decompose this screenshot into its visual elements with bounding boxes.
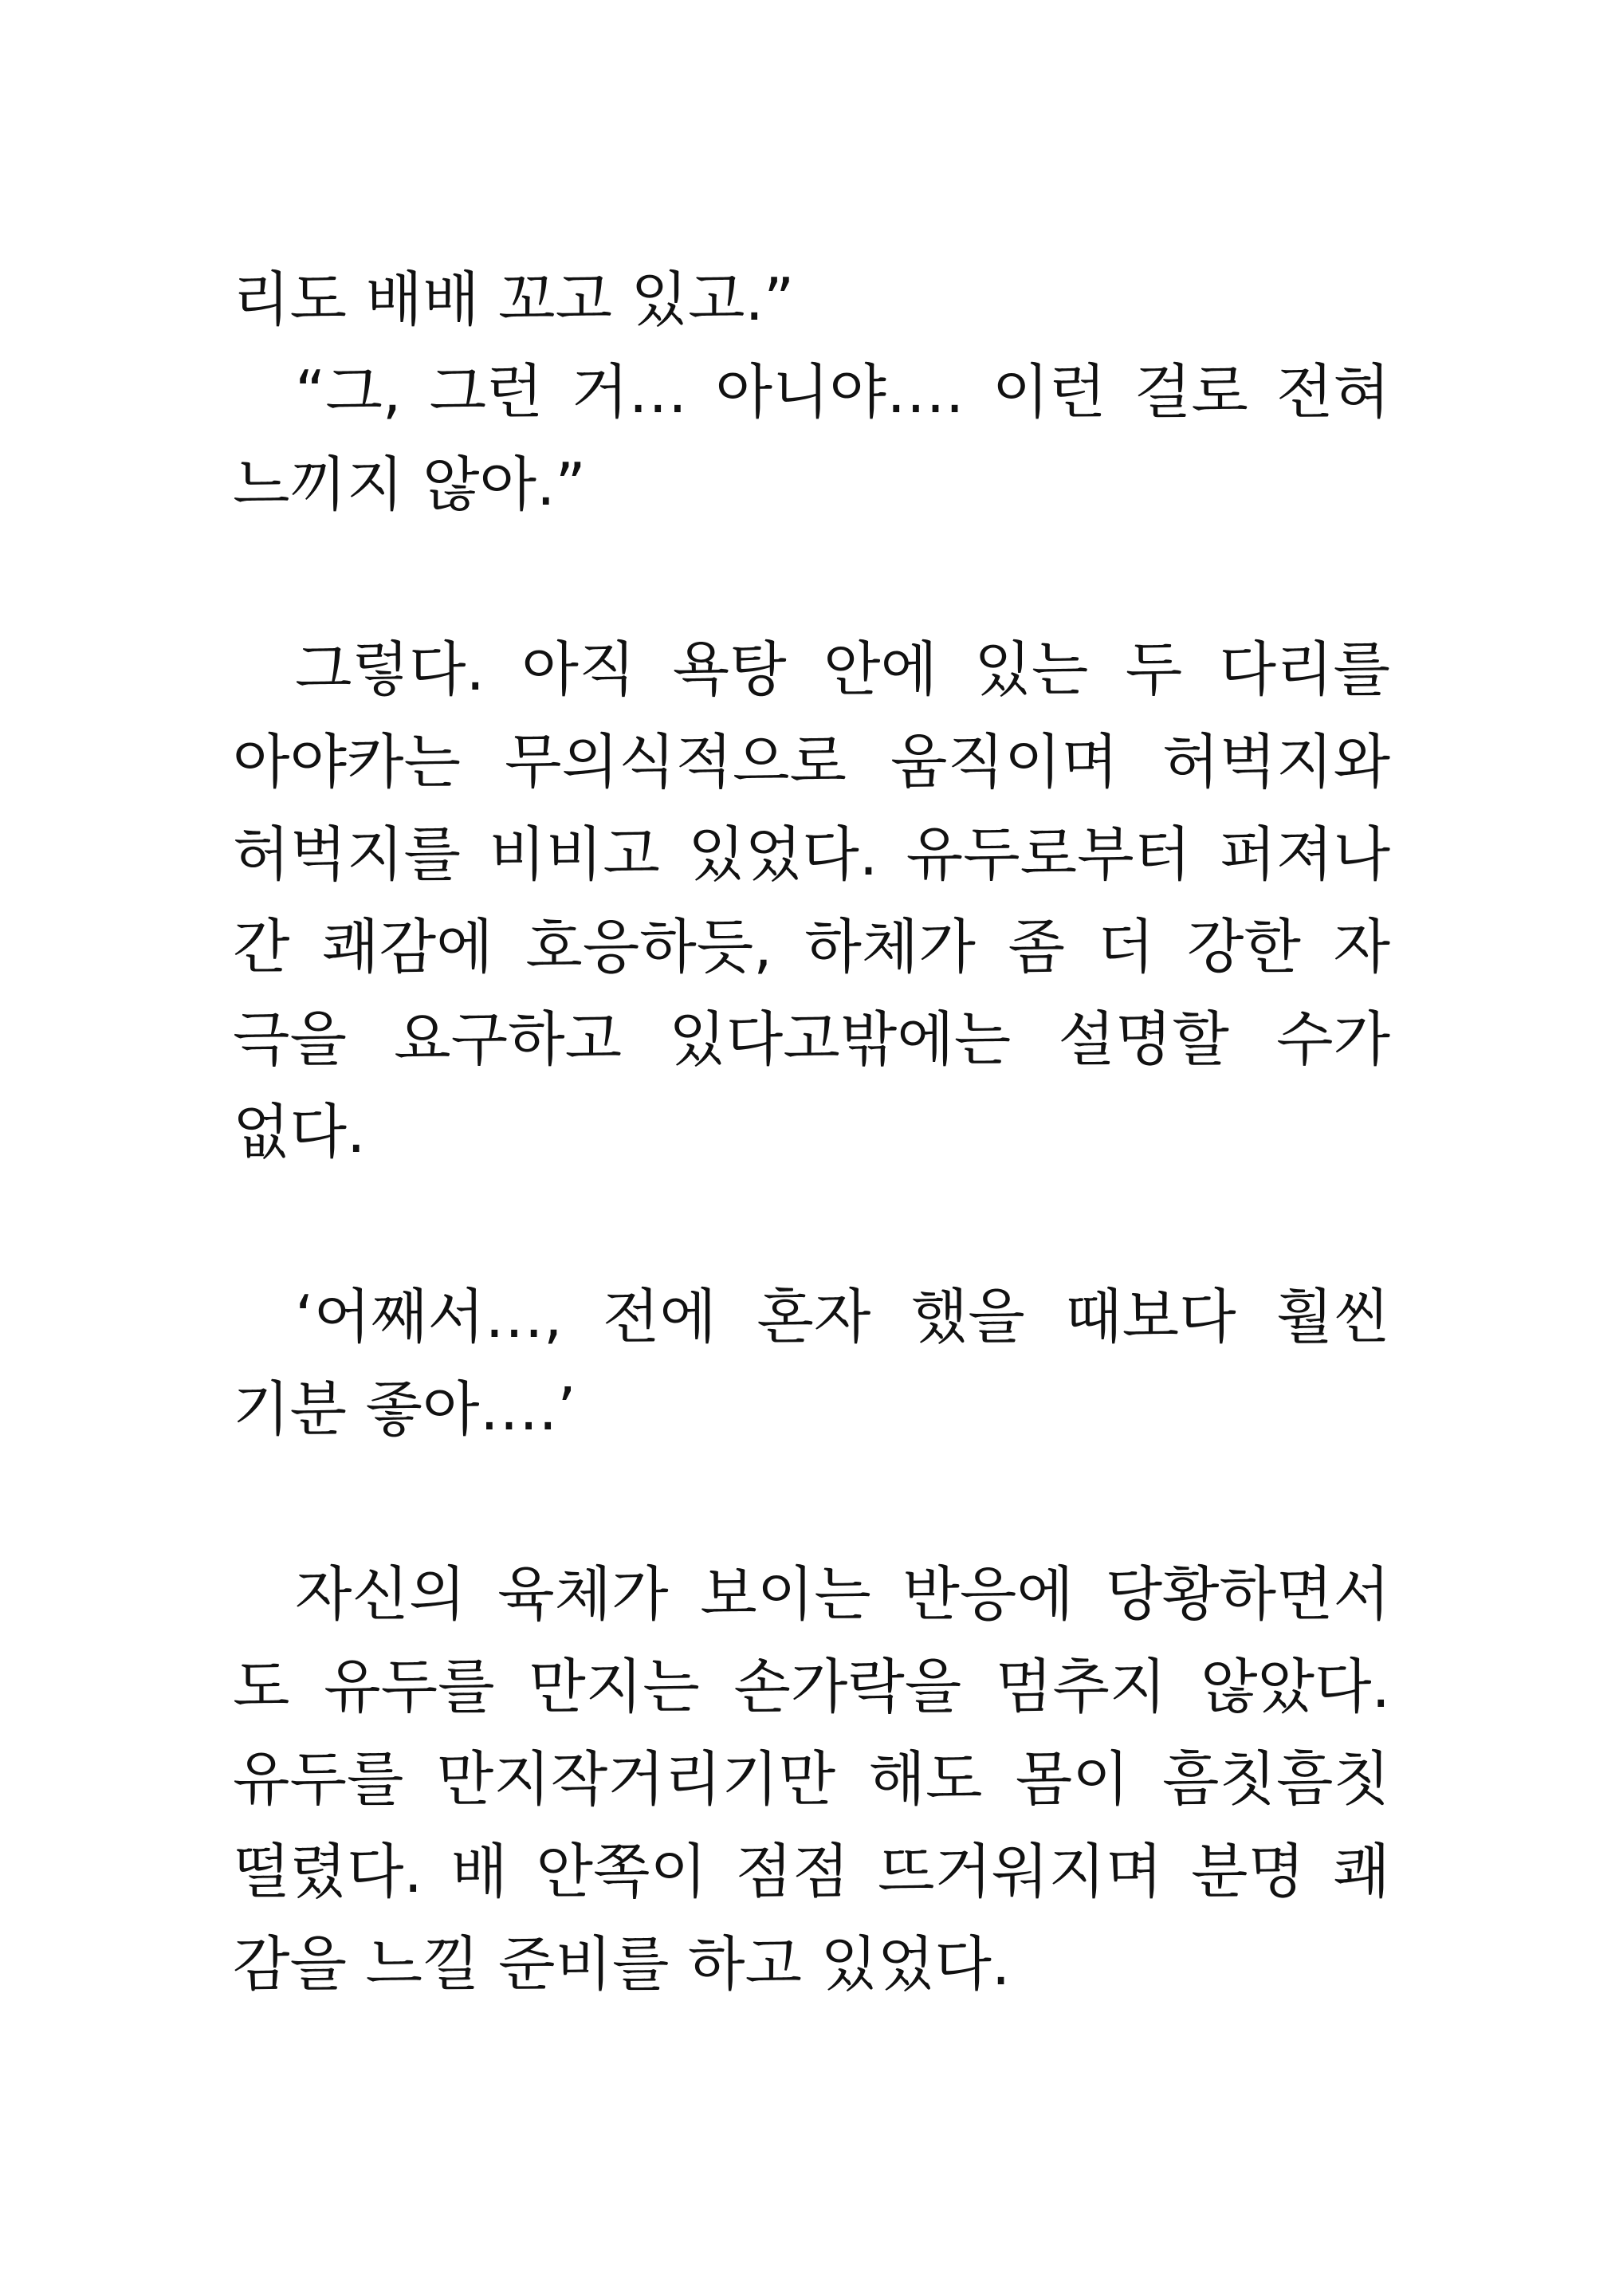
paragraph-gap [233,1456,1390,1548]
text-line: 허벅지를 비비고 있었다. 유두로부터 퍼져나 [233,820,1390,889]
text-line: “그, 그런 거… 아니야…. 이런 걸로 전혀 [295,358,1390,427]
text-line: ‘어째서…, 전에 혼자 했을 때보다 훨씬 [295,1283,1390,1351]
text-line: 자신의 육체가 보이는 반응에 당황하면서 [295,1560,1390,1629]
text-line: 리도 배배 꼬고 있고.” [233,265,795,334]
paragraph-gap [233,531,1390,623]
text-line: 유두를 만지작거리기만 해도 몸이 흠칫흠칫 [233,1745,1390,1814]
text-line: 없다. [233,1098,366,1166]
text-line: 느끼지 않아.” [233,450,586,519]
text-line: 그렇다. 아직 욕탕 안에 있는 두 다리를 [295,635,1390,704]
text-line: 감을 느낄 준비를 하고 있었다. [233,1930,1011,1999]
text-line: 간 쾌감에 호응하듯, 하체가 좀 더 강한 자 [233,913,1390,981]
text-line: 떨렸다. 배 안쪽이 점점 뜨거워지며 분명 쾌 [233,1838,1390,1906]
paragraph-gap [233,1178,1390,1271]
text-line: 도 유두를 만지는 손가락을 멈추지 않았다. [233,1653,1390,1721]
text-line: 아야카는 무의식적으로 움직이며 허벅지와 [233,728,1390,796]
body-text [233,254,1390,2011]
text-line: 기분 좋아….’ [233,1375,576,1444]
text-line: 극을 요구하고 있다고밖에는 설명할 수가 [233,1005,1390,1074]
